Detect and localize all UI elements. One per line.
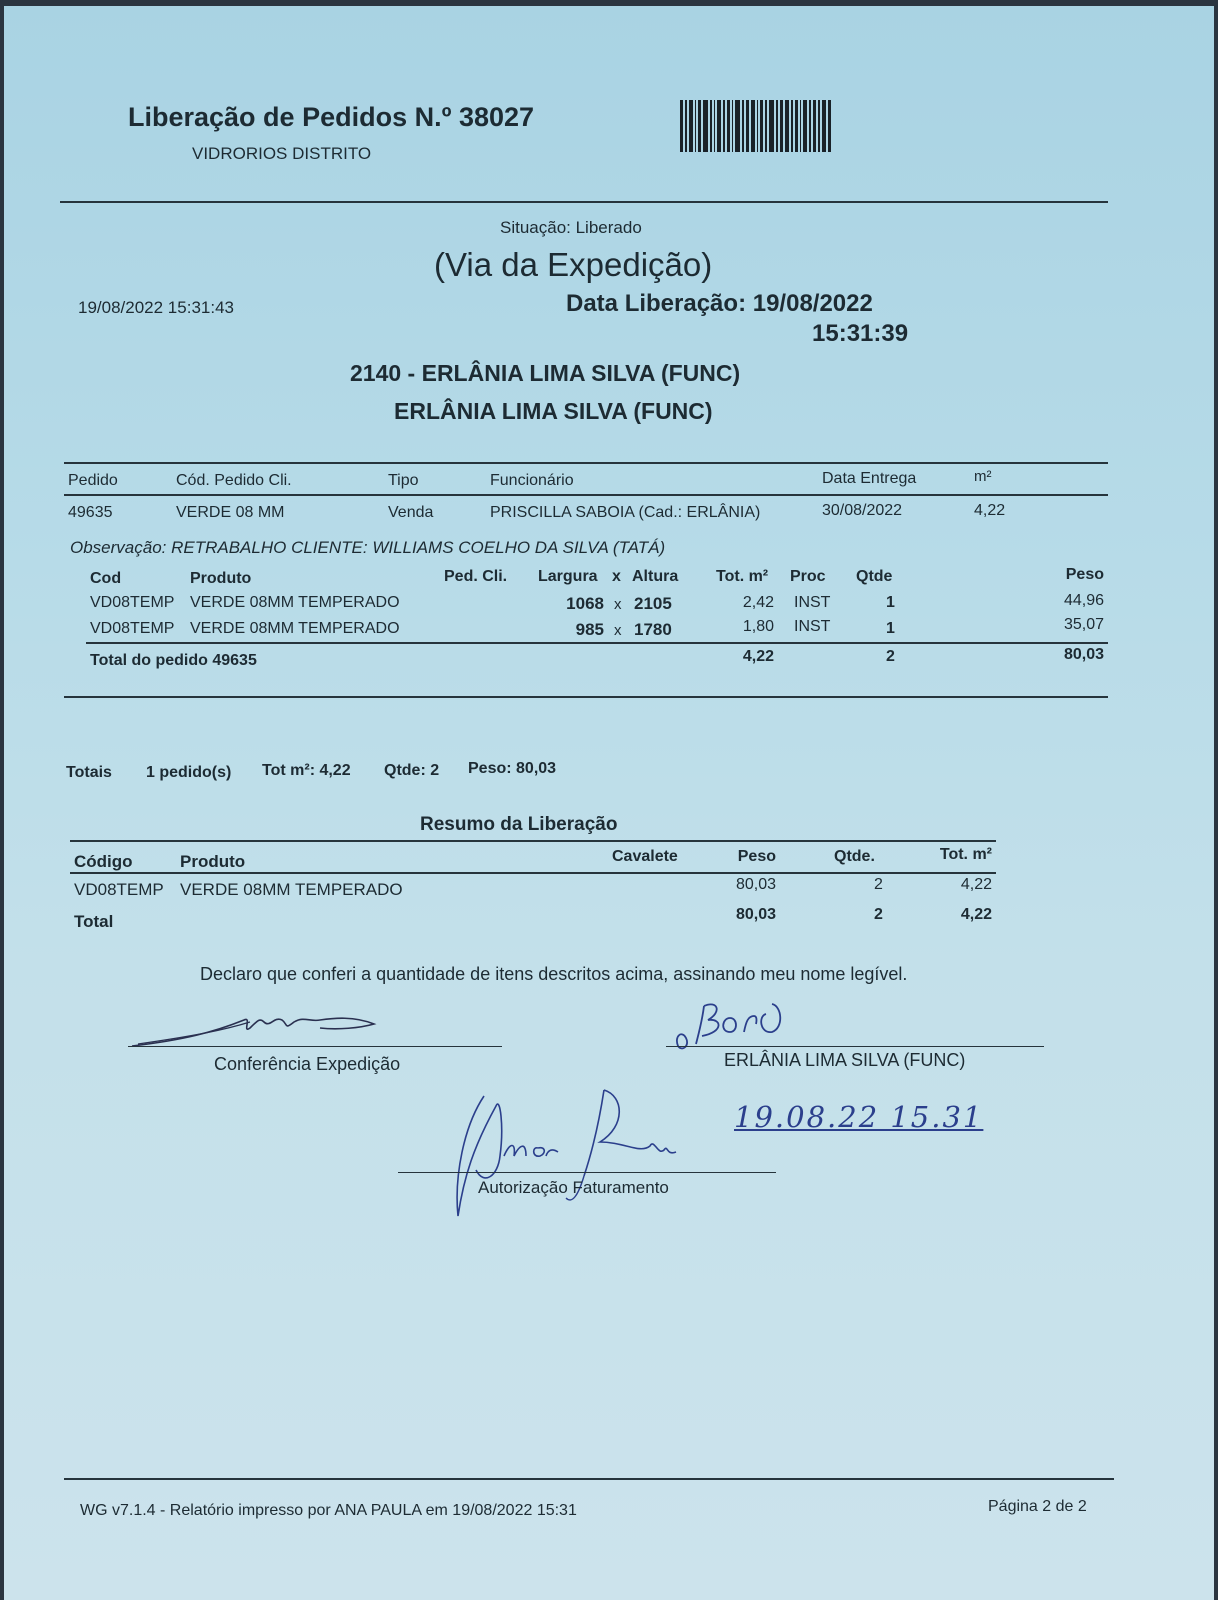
cliente-signature-line — [666, 1046, 1044, 1047]
item-proc: INST — [794, 594, 831, 611]
resumo-total-qtde: 2 — [874, 906, 883, 923]
situacao-label: Situação: Liberado — [500, 218, 642, 237]
data-liberacao: Data Liberação: 19/08/2022 — [566, 290, 873, 317]
item-qtde: 1 — [886, 620, 895, 637]
items-bottom-line — [64, 696, 1108, 698]
item-largura: 1068 — [566, 594, 604, 613]
client-code-name: 2140 - ERLÂNIA LIMA SILVA (FUNC) — [350, 360, 741, 386]
resumo-peso: 80,03 — [735, 876, 776, 893]
item-altura: 1780 — [634, 620, 672, 639]
order-funcionario: PRISCILLA SABOIA (Cad.: ERLÂNIA) — [490, 504, 761, 521]
item-produto: VERDE 08MM TEMPERADO — [190, 620, 400, 637]
resumo-col-peso: Peso — [737, 848, 776, 865]
via-label: (Via da Expedição) — [434, 246, 713, 283]
items-col-largura: Largura — [538, 568, 598, 585]
item-tot-m2: 1,80 — [742, 618, 774, 635]
print-timestamp: 19/08/2022 15:31:43 — [78, 298, 234, 317]
order-cod-pedido-cli: VERDE 08 MM — [176, 504, 285, 521]
resumo-top-line — [70, 840, 996, 842]
totais-qtde: Qtde: 2 — [384, 762, 440, 779]
resumo-header-line — [70, 872, 996, 874]
items-total-m2: 4,22 — [742, 648, 774, 665]
client-name: ERLÂNIA LIMA SILVA (FUNC) — [394, 398, 713, 424]
col-data-entrega-header: Data Entrega — [822, 470, 917, 487]
hora-liberacao: 15:31:39 — [812, 320, 909, 347]
col-m2-header: m² — [974, 468, 992, 485]
items-col-proc: Proc — [790, 568, 826, 585]
autorizacao-signature-line — [398, 1172, 776, 1173]
resumo-produto: VERDE 08MM TEMPERADO — [180, 880, 403, 899]
resumo-total-peso: 80,03 — [735, 906, 776, 923]
resumo-col-qtde: Qtde. — [834, 848, 875, 865]
items-col-produto: Produto — [190, 570, 252, 587]
conferencia-label: Conferência Expedição — [214, 1054, 401, 1074]
resumo-total-label: Total — [74, 912, 114, 931]
col-pedido-header: Pedido — [68, 472, 118, 489]
item-cod: VD08TEMP — [90, 620, 175, 637]
totais-peso: Peso: 80,03 — [468, 760, 557, 777]
item-cod: VD08TEMP — [90, 594, 175, 611]
order-tipo: Venda — [388, 504, 434, 521]
resumo-title: Resumo da Liberação — [420, 814, 618, 835]
items-total-peso: 80,03 — [1063, 646, 1104, 663]
items-total-label: Total do pedido 49635 — [90, 652, 257, 669]
items-total-line — [86, 642, 1108, 644]
item-x: x — [614, 596, 622, 613]
items-col-peso: Peso — [1065, 566, 1104, 583]
items-col-x: x — [612, 568, 621, 585]
order-m2: 4,22 — [974, 502, 1006, 519]
footer-line — [64, 1478, 1114, 1480]
cliente-signature — [672, 996, 812, 1056]
order-table-top-line — [64, 462, 1108, 464]
company-name: VIDRORIOS DISTRITO — [192, 144, 372, 163]
col-cod-pedido-cli-header: Cód. Pedido Cli. — [176, 472, 292, 489]
handwritten-date: 19.08.22 15.31 — [734, 1100, 984, 1134]
autorizacao-label: Autorização Faturamento — [478, 1178, 669, 1197]
items-col-ped-cli: Ped. Cli. — [444, 568, 508, 585]
conferencia-signature-line — [128, 1046, 502, 1047]
resumo-col-cavalete: Cavalete — [612, 848, 678, 865]
items-col-tot-m2: Tot. m² — [716, 568, 769, 585]
item-peso: 44,96 — [1063, 592, 1104, 609]
observacao: Observação: RETRABALHO CLIENTE: WILLIAMS COELHO DA SILVA (TATÁ) — [70, 538, 666, 557]
totais-m2: Tot m²: 4,22 — [262, 762, 351, 779]
order-pedido: 49635 — [68, 504, 113, 521]
resumo-col-tot-m2: Tot. m² — [939, 846, 992, 863]
order-data-entrega: 30/08/2022 — [822, 502, 903, 519]
item-peso: 35,07 — [1063, 616, 1104, 633]
page-number: Página 2 de 2 — [988, 1498, 1087, 1515]
resumo-codigo: VD08TEMP — [74, 880, 164, 899]
item-largura: 985 — [575, 620, 604, 639]
document-page — [4, 6, 1214, 1600]
barcode-icon — [680, 100, 866, 152]
item-proc: INST — [794, 618, 831, 635]
item-altura: 2105 — [634, 594, 672, 613]
resumo-col-produto: Produto — [180, 852, 246, 871]
item-produto: VERDE 08MM TEMPERADO — [190, 594, 400, 611]
resumo-qtde: 2 — [874, 876, 883, 893]
footer-printed-by: WG v7.1.4 - Relatório impresso por ANA PAULA em 19/08/2022 15:31 — [80, 1502, 577, 1519]
order-table-header-line — [64, 494, 1108, 496]
resumo-tot-m2: 4,22 — [960, 876, 992, 893]
item-tot-m2: 2,42 — [742, 594, 774, 611]
items-col-cod: Cod — [90, 570, 122, 587]
cliente-name-label: ERLÂNIA LIMA SILVA (FUNC) — [724, 1050, 966, 1070]
col-funcionario-header: Funcionário — [490, 472, 574, 489]
autorizacao-signature — [454, 1086, 714, 1226]
declaration-text: Declaro que conferi a quantidade de itens descritos acima, assinando meu nome legível. — [200, 964, 908, 984]
document-title: Liberação de Pedidos N.º 38027 — [128, 102, 535, 132]
header-divider — [60, 201, 1108, 203]
col-tipo-header: Tipo — [388, 472, 419, 489]
resumo-total-m2: 4,22 — [960, 906, 992, 923]
totais-label: Totais — [66, 764, 112, 781]
resumo-col-codigo: Código — [74, 852, 133, 871]
item-qtde: 1 — [886, 594, 895, 611]
items-col-qtde: Qtde — [856, 568, 893, 585]
items-total-qtde: 2 — [886, 648, 895, 665]
item-x: x — [614, 622, 622, 639]
totais-pedidos: 1 pedido(s) — [146, 764, 232, 781]
items-col-altura: Altura — [632, 568, 679, 585]
